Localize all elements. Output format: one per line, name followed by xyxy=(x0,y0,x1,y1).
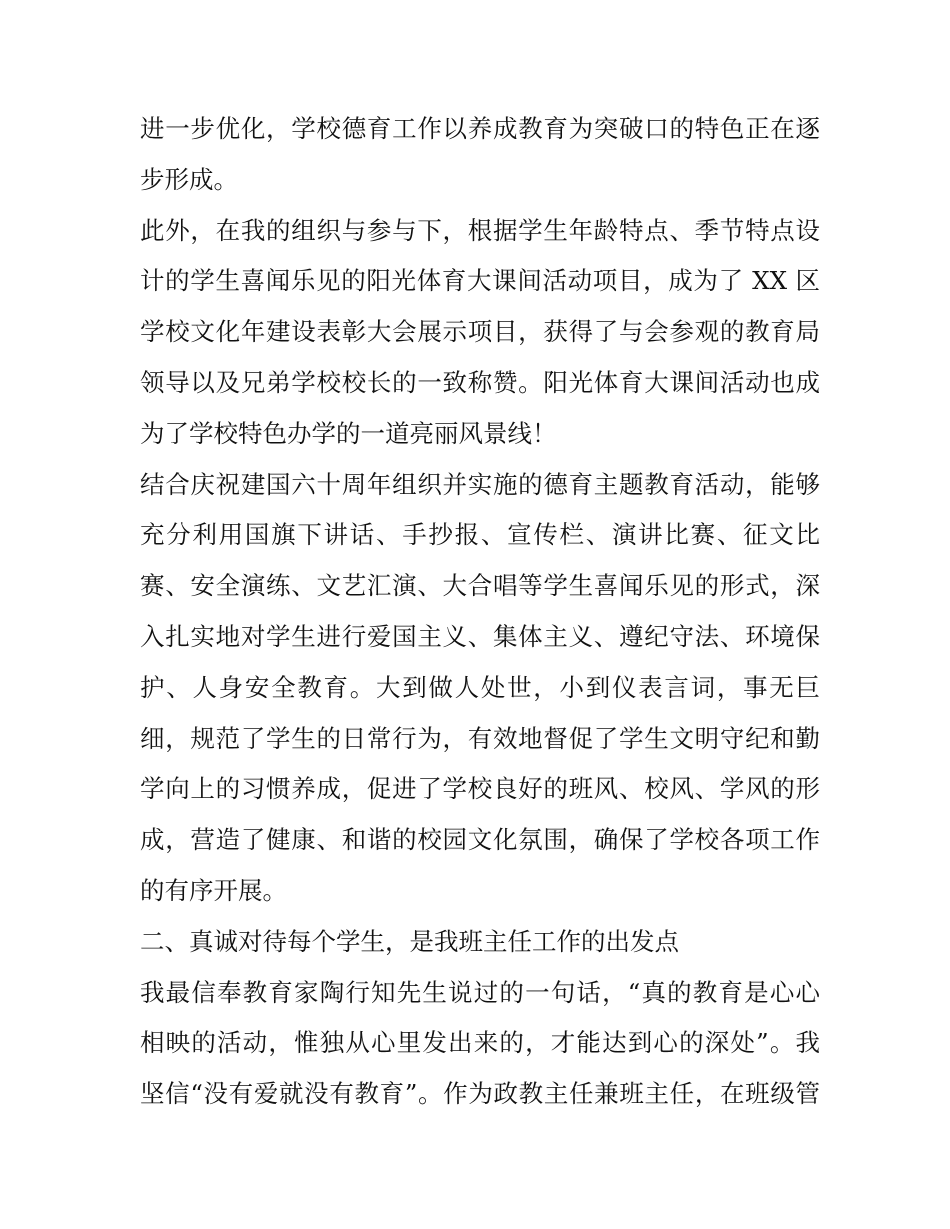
text-line: 的有序开展。 xyxy=(140,875,287,905)
text-line: 为了学校特色办学的一道亮丽风景线！ xyxy=(140,418,557,448)
text-line: 进一步优化，学校德育工作以养成教育为突破口的特色正在逐 xyxy=(140,114,820,143)
text-line: 计的学生喜闻乐见的阳光体育大课间活动项目，成为了 XX 区 xyxy=(140,266,820,296)
text-line: 护、人身安全教育。大到做人处世，小到仪表言词，事无巨 xyxy=(140,672,820,702)
document-body xyxy=(140,104,820,1120)
text-line: 领导以及兄弟学校校长的一致称赞。阳光体育大课间活动也成 xyxy=(140,367,820,397)
text-line: 赛、安全演练、文艺汇演、大合唱等学生喜闻乐见的形式，深 xyxy=(140,571,820,601)
text-line: 学向上的习惯养成，促进了学校良好的班风、校风、学风的形 xyxy=(140,774,820,804)
text-line: 坚信“没有爱就没有教育”。作为政教主任兼班主任，在班级管 xyxy=(140,1079,820,1109)
text-line: 此外，在我的组织与参与下，根据学生年龄特点、季节特点设 xyxy=(140,215,820,245)
text-line: 入扎实地对学生进行爱国主义、集体主义、遵纪守法、环境保 xyxy=(140,621,820,651)
text-line: 相映的活动，惟独从心里发出来的，才能达到心的深处”。我 xyxy=(140,1028,820,1058)
text-line: 成，营造了健康、和谐的校园文化氛围，确保了学校各项工作 xyxy=(140,825,820,855)
text-line: 充分利用国旗下讲话、手抄报、宣传栏、演讲比赛、征文比 xyxy=(140,520,820,550)
section-heading: 二、真诚对待每个学生，是我班主任工作的出发点 xyxy=(140,926,679,956)
text-line: 细，规范了学生的日常行为，有效地督促了学生文明守纪和勤 xyxy=(140,723,820,753)
text-line: 步形成。 xyxy=(140,164,238,194)
text-line: 学校文化年建设表彰大会展示项目，获得了与会参观的教育局 xyxy=(140,317,820,347)
text-line: 结合庆祝建国六十周年组织并实施的德育主题教育活动，能够 xyxy=(140,469,820,499)
text-line: 我最信奉教育家陶行知先生说过的一句话，“真的教育是心心 xyxy=(140,977,820,1007)
